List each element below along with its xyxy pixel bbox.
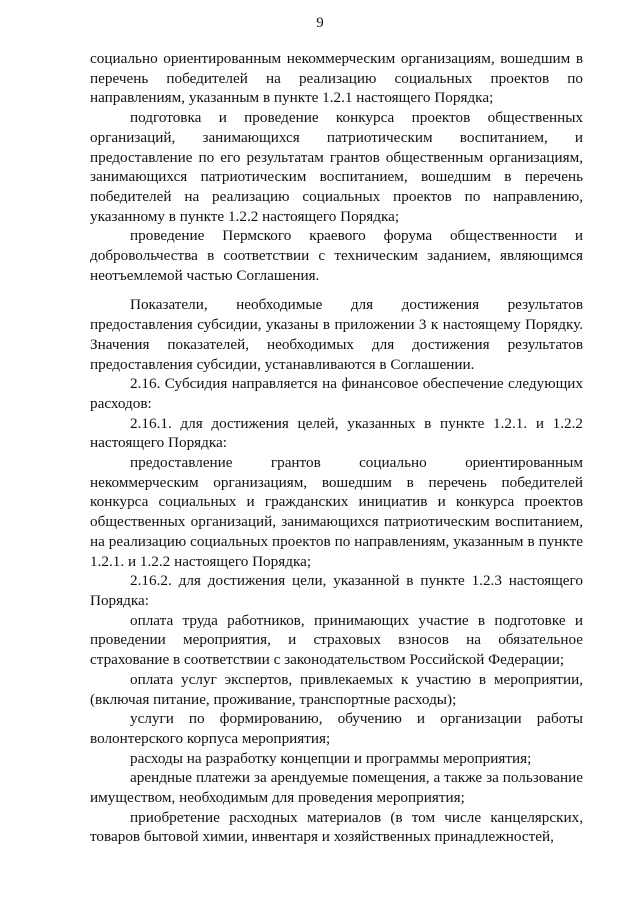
- paragraph-experts: оплата услуг экспертов, привлекаемых к участию в мероприятии, (включая питание, проживание, транспортные расходы);: [90, 670, 583, 708]
- paragraph-2-16-2: 2.16.2. для достижения цели, указанной в пункте 1.2.3 настоящего Порядка:: [90, 572, 583, 609]
- paragraph-rent: арендные платежи за арендуемые помещения, а также за пользование имуществом, необходимым для проведения мероприятия;: [90, 769, 583, 807]
- paragraph-forum: проведение Пермского краевого форума общественности и добровольчества в соответствии с техническим заданием, являющимся неотъемлемой частью Соглашения.: [90, 227, 583, 284]
- page-number: 9: [316, 15, 324, 31]
- paragraph-materials: приобретение расходных материалов (в том числе канцелярских, товаров бытовой химии, инвентаря и хозяйственных принадлежностей,: [90, 808, 583, 846]
- paragraph-concept: расходы на разработку концепции и программы мероприятия;: [130, 749, 532, 767]
- paragraph-2-16-1: 2.16.1. для достижения целей, указанных в пункте 1.2.1. и 1.2.2 настоящего Порядка:: [90, 414, 583, 452]
- paragraph-continuation: социально ориентированным некоммерческим организациям, вошедшим в перечень победителей на реализацию социальных проектов по направлениям, указанным в пункте 1.2.1 настоящего Порядка;: [90, 50, 583, 107]
- paragraph-contest-patriotic: подготовка и проведение конкурса проектов общественных организаций, занимающихся патриотическим воспитанием, и предоставление по его результатам грантов общественным организациям, занимающихся патриотическим воспитанием, вошедшим в перечень победителей на реализацию социальных проектов по направлению, указанному в пункте 1.2.2 настоящего Порядка;: [90, 109, 583, 225]
- paragraph-salary: оплата труда работников, принимающих участие в подготовке и проведении мероприятия, и страховых взносов на обязательное страхование в соответствии с законодательством Российской Федерации;: [90, 611, 583, 669]
- paragraph-grants: предоставление грантов социально ориентированным некоммерческим организациям, вошедшим в перечень победителей конкурса социальных и гражданских инициатив и конкурса проектов общественных организаций, занимающихся патриотическим воспитанием, на реализацию социальных проектов по направлениям, указанным в пункте 1.2.1. и 1.2.2 настоящего Порядка;: [90, 454, 583, 570]
- paragraph-indicators: Показатели, необходимые для достижения результатов предоставления субсидии, указаны в приложении 3 к настоящему Порядку. Значения показателей, необходимых для достижения результатов предоставления субсидии, устанавливаются в Соглашении.: [90, 296, 583, 373]
- document-body: [90, 49, 583, 847]
- paragraph-volunteers: услуги по формированию, обучению и организации работы волонтерского корпуса мероприятия;: [90, 710, 583, 747]
- paragraph-2-16: 2.16. Субсидия направляется на финансовое обеспечение следующих расходов:: [90, 375, 583, 412]
